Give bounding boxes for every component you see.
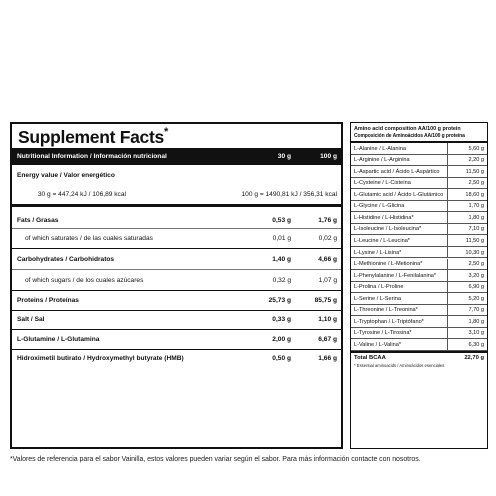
title-asterisk: * bbox=[163, 126, 168, 138]
amino-name: L-Serine / L-Serina bbox=[354, 295, 401, 302]
amino-name: L-Histidine / L-Histidina* bbox=[354, 214, 414, 221]
amino-total-row bbox=[351, 351, 487, 362]
divider bbox=[12, 290, 341, 291]
amino-row bbox=[351, 282, 487, 294]
amino-row bbox=[351, 235, 487, 247]
energy-30g: 30 g = 447,24 kJ / 106,89 kcal bbox=[37, 191, 126, 198]
column-separator bbox=[447, 328, 448, 339]
amino-value: 3,10 g bbox=[468, 330, 484, 337]
divider bbox=[12, 248, 341, 249]
amino-row bbox=[351, 143, 487, 155]
amino-value: 2,20 g bbox=[468, 157, 484, 164]
amino-row bbox=[351, 201, 487, 213]
amino-row bbox=[351, 316, 487, 328]
amino-row bbox=[351, 305, 487, 317]
header-col-100g: 100 g bbox=[320, 153, 337, 160]
amino-row bbox=[351, 212, 487, 224]
amino-name: L-Lysine / L-Lisina* bbox=[354, 249, 402, 256]
total-label: Total BCAA bbox=[354, 355, 386, 362]
amino-row bbox=[351, 328, 487, 340]
amino-name: L-Cysteine / L-Cisteína bbox=[354, 180, 411, 187]
amino-name: L-Methionine / L-Metionina* bbox=[354, 261, 423, 268]
column-separator bbox=[447, 339, 448, 350]
table-header bbox=[12, 148, 341, 165]
amino-value: 7,70 g bbox=[468, 307, 484, 314]
amino-value: 11,50 g bbox=[465, 168, 484, 175]
amino-header-en: Amino acid composition AA/100 g protein bbox=[354, 126, 461, 132]
column-separator bbox=[447, 247, 448, 258]
divider bbox=[12, 204, 341, 207]
amino-value: 11,50 g bbox=[465, 237, 484, 244]
column-separator bbox=[447, 224, 448, 235]
amino-row bbox=[351, 293, 487, 305]
divider bbox=[12, 228, 341, 229]
total-value: 22,70 g bbox=[464, 355, 484, 362]
amino-value: 1,80 g bbox=[468, 214, 484, 221]
amino-name: L-Aspartic acid / Ácido L-Aspártico bbox=[354, 168, 440, 175]
energy-100g: 100 g = 1490,81 kJ / 356,31 kcal bbox=[241, 191, 337, 198]
column-separator bbox=[447, 270, 448, 281]
column-separator bbox=[447, 143, 448, 154]
amino-name: L-Prolina / L-Proline bbox=[354, 284, 404, 291]
divider bbox=[12, 329, 341, 330]
amino-value: 2,50 g bbox=[468, 261, 484, 268]
divider bbox=[12, 310, 341, 311]
amino-value: 6,30 g bbox=[468, 341, 484, 348]
amino-row bbox=[351, 155, 487, 167]
amino-value: 2,50 g bbox=[468, 180, 484, 187]
column-separator bbox=[447, 235, 448, 246]
amino-row bbox=[351, 166, 487, 178]
column-separator bbox=[447, 293, 448, 304]
amino-value: 1,80 g bbox=[468, 318, 484, 325]
divider bbox=[12, 349, 341, 350]
amino-name: L-Isoleucine / L-Isoleucina* bbox=[354, 226, 422, 233]
amino-name: L-Tyrosine / L-Tirosina* bbox=[354, 330, 412, 337]
column-separator bbox=[447, 155, 448, 166]
divider bbox=[12, 269, 341, 270]
supplement-facts-panel: Supplement Facts* Nutritional Information / Información nutricional 30 g 100 g Energy value / Valor energético 30 g = 447,24 kJ / 106,89 kcal 100 g = 1490,81 kJ / 356,31 kcal Fats / Grasas 0,53 g 1,76 g of which saturates / de las cuales saturadas 0,01 g 0,02 g Carbohydrates / Carbohidratos 1,40 g 4,66 g of which sugars / de los cuales azúcares 0,32 g 1,07 g Proteins / Proteínas 25,73 g 85,75 g Salt / Sal 0,33 g 1,10 g L-Glutamine / L-Glutamina 2,00 g 6,67 g Hidroximetil butirato / Hydroxymethyl butyrate (HMB) 0,50 g 1,66 g bbox=[10, 122, 343, 449]
column-separator bbox=[447, 316, 448, 327]
amino-name: L-Phenylalanine / L-Fenilalanina* bbox=[354, 272, 437, 279]
amino-value: 5,60 g bbox=[468, 145, 484, 152]
amino-value: 18,60 g bbox=[465, 191, 484, 198]
amino-name: L-Glycine / L-Glicina bbox=[354, 203, 405, 210]
amino-value: 6,90 g bbox=[468, 284, 484, 291]
amino-row bbox=[351, 270, 487, 282]
amino-value: 3,20 g bbox=[468, 272, 484, 279]
amino-acid-panel bbox=[350, 122, 488, 449]
amino-row bbox=[351, 339, 487, 351]
column-separator bbox=[447, 282, 448, 293]
amino-name: L-Valine / L-Valina* bbox=[354, 341, 402, 348]
column-separator bbox=[447, 212, 448, 223]
column-separator bbox=[447, 166, 448, 177]
column-separator bbox=[447, 201, 448, 212]
amino-row bbox=[351, 247, 487, 259]
column-separator bbox=[447, 178, 448, 189]
header-label: Nutritional Information / Información nutricional bbox=[17, 153, 167, 160]
amino-row bbox=[351, 178, 487, 190]
amino-name: L-Leucine / L-Leucina* bbox=[354, 237, 410, 244]
amino-value: 1,70 g bbox=[468, 203, 484, 210]
header-col-30g: 30 g bbox=[277, 153, 291, 160]
amino-footnote: * Essential aminoacids / Aminoácidos esenciales bbox=[354, 362, 445, 368]
amino-value: 10,30 g bbox=[465, 249, 484, 256]
amino-row bbox=[351, 224, 487, 236]
amino-name: L-Arginine / L-Arginina bbox=[354, 157, 410, 164]
column-separator bbox=[447, 189, 448, 200]
amino-header-es: Composición de Aminoácidos AA/100 g proteína bbox=[354, 133, 465, 139]
panel-title: Supplement Facts* bbox=[18, 126, 168, 147]
footnote: *Valores de referencia para el sabor Vainilla, estos valores pueden variar según el sabor. Para más información contacte con nosotros. bbox=[10, 456, 421, 463]
amino-value: 7,10 g bbox=[468, 226, 484, 233]
amino-name: L-Glutamic acid / Ácido L-Glutámico bbox=[354, 191, 444, 198]
amino-name: L-Threonine / L-Treonina* bbox=[354, 307, 418, 314]
amino-row bbox=[351, 259, 487, 271]
amino-name: L-Alanine / L-Alanina bbox=[354, 145, 406, 152]
amino-value: 5,20 g bbox=[468, 295, 484, 302]
amino-name: L-Tryptophan / L-Triptófano* bbox=[354, 318, 424, 325]
amino-row bbox=[351, 189, 487, 201]
column-separator bbox=[447, 259, 448, 270]
column-separator bbox=[447, 305, 448, 316]
